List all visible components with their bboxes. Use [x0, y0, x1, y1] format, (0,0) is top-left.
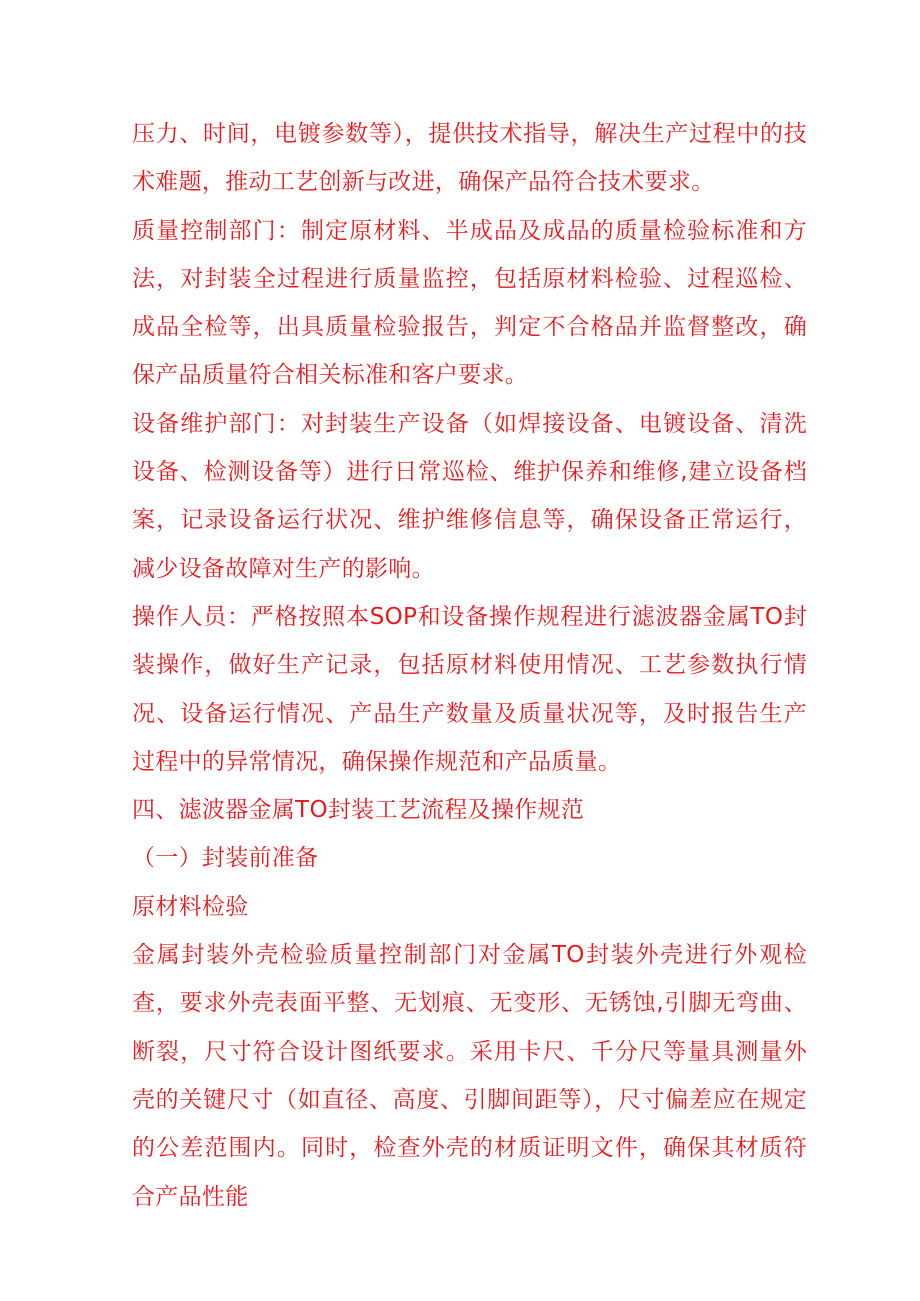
section-heading-process-flow: 四、滤波器金属TO封装工艺流程及操作规范 — [132, 797, 585, 824]
paragraph-operators: 操作人员：严格按照本SOP和设备操作规程进行滤波器金属TO封装操作，做好生产记录，包括原材料使用情况、工艺参数执行情况、设备运行情况、产品生产数量及质量状况等，及时报告生产过程中的异常情况，确保操作规范和产品质量。 — [132, 603, 807, 775]
paragraph-metal-housing-inspection: 金属封装外壳检验质量控制部门对金属TO封装外壳进行外观检查，要求外壳表面平整、无划痕、无变形、无锈蚀,引脚无弯曲、断裂，尺寸符合设计图纸要求。采用卡尺、千分尺等量具测量外壳的关键尺寸（如直径、高度、引脚间距等），尺寸偏差应在规定的公差范围内。同时，检查外壳的材质证明文件，确保其材质符合产品性能 — [132, 942, 807, 1210]
paragraph-equipment-maintenance-department: 设备维护部门：对封装生产设备（如焊接设备、电镀设备、清洗设备、检测设备等）进行日常巡检、维护保养和维修,建立设备档案，记录设备运行状况、维护维修信息等，确保设备正常运行，减少设备故障对生产的影响。 — [132, 410, 807, 582]
paragraph-quality-control-department: 质量控制部门：制定原材料、半成品及成品的质量检验标准和方法，对封装全过程进行质量监控，包括原材料检验、过程巡检、成品全检等，出具质量检验报告，判定不合格品并监督整改，确保产品质量符合相关标准和客户要求。 — [132, 217, 807, 389]
subsection-heading-preparation: （一）封装前准备 — [132, 845, 319, 872]
item-heading-raw-material-inspection: 原材料检验 — [132, 893, 249, 920]
document-body — [132, 110, 807, 1221]
paragraph-technical-department-continued: 压力、时间，电镀参数等），提供技术指导，解决生产过程中的技术难题，推动工艺创新与改进，确保产品符合技术要求。 — [132, 121, 807, 196]
